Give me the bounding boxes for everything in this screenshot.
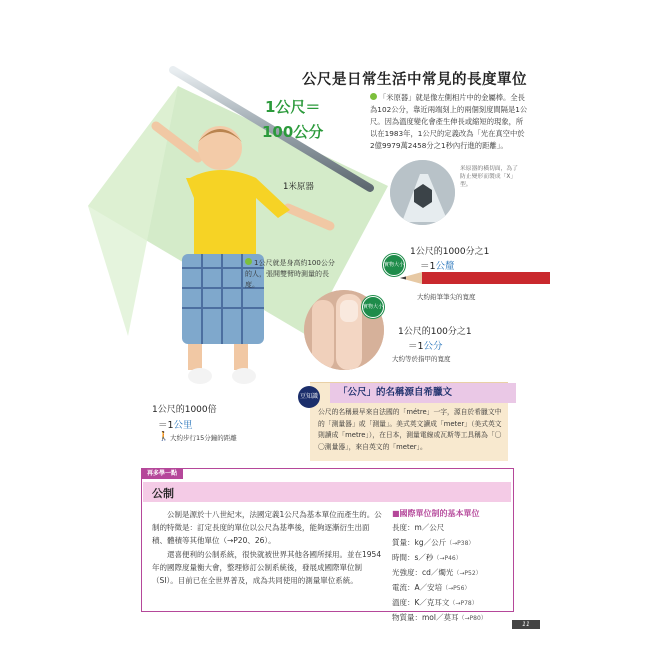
- cm-unit: 公分: [423, 341, 443, 352]
- knowledge-badge: 豆知識: [298, 386, 320, 408]
- mm-unit: 公釐: [435, 261, 455, 272]
- panel-header-bar: [143, 482, 511, 502]
- km-unit: 公里: [173, 420, 193, 431]
- km-note: 大約步行15分鐘的距離: [170, 434, 237, 442]
- panel-paragraph-1: 公制是源於十八世紀末，法國定義1公尺為基本單位而產生的。公制的特徵是：訂定長度的單位以公尺為基準後，能夠逐漸衍生出面積、體積等其他單位（→P20、26）。: [152, 510, 382, 546]
- actual-size-badge: 實物大小: [383, 254, 405, 276]
- page-title: 公尺是日常生活中常見的長度單位: [302, 72, 527, 88]
- walking-person-icon: 🚶: [158, 432, 170, 442]
- si-unit-item: 質量：kg／公斤（→P38）: [392, 538, 475, 547]
- pencil-illustration: [400, 268, 550, 288]
- actual-size-badge-2: 實物大小: [362, 296, 384, 318]
- knowledge-body: 公尺的名稱最早來自法國的「métre」一字，源自於希臘文中的「測量器」或「測量」。美式英文讀成「meter」（美式英文則讀成「metre」），在日本，測量電線或瓦斯等工具稱為「〇〇測量器」，來自英文的「meter」。: [318, 408, 502, 451]
- si-unit-item: 長度：m／公尺: [392, 523, 445, 532]
- cm-line2: ＝1公分: [408, 341, 443, 352]
- rod-length-line1: 1公尺＝: [264, 98, 321, 116]
- si-unit-item: 電流：A／安培（→P56）: [392, 583, 471, 592]
- si-unit-item: 時間：s／秒（→P46）: [392, 553, 462, 562]
- panel-paragraph-2: 還喜便利的公制系統，很快就被世界其他各國所採用。並在1954年的國際度量衡大會，整理修訂公制系統後，發展成國際單位制（SI）。目前已在全世界普及，成為共同使用的測量單位系統。: [152, 549, 382, 586]
- si-unit-item: 溫度：K／克耳文（→P78）: [392, 598, 478, 607]
- rod-name: 1米原器: [283, 182, 314, 192]
- km-line1: 1公尺的1000倍: [152, 405, 217, 415]
- cross-section-note: 米原器的橫切面，為了防止變形而製成「X」型。: [460, 166, 518, 188]
- rod-cross-section-photo: [390, 160, 455, 225]
- rod-length-line2: 100公分: [262, 123, 324, 141]
- mm-line2: ＝1公釐: [420, 261, 455, 272]
- si-units-list: [392, 521, 487, 626]
- knowledge-title: 「公尺」的名稱源自希臘文: [330, 383, 516, 403]
- km-line2: ＝1公里: [158, 420, 193, 431]
- si-unit-item: 物質量：mol／莫耳（→P80）: [392, 613, 487, 622]
- bullet-icon: [245, 258, 252, 265]
- si-units-title: ■國際單位制的基本單位: [392, 509, 480, 518]
- panel-body: [152, 508, 382, 587]
- cm-note: 大約等於指甲的寬度: [392, 355, 451, 363]
- meter-prototype-description: [370, 92, 528, 152]
- cm-line1: 1公尺的100分之1: [398, 327, 472, 337]
- si-unit-item: 光強度：cd／燭光（→P52）: [392, 568, 482, 577]
- mm-line1: 1公尺的1000分之1: [410, 247, 490, 257]
- page-number: 11: [512, 620, 540, 629]
- child-note-text: 1公尺就是身高約100公分的人，張開雙臂時測量的長度。: [245, 259, 335, 289]
- description-text: 「米原器」就是像左側相片中的金屬棒。全長為102公分，靠近兩端刻上的兩個刻度間隔是1公尺。因為溫度變化會產生伸長或縮短的現象，所以在1983年，1公尺的定義改為「光在真空中於2億9979萬2458分之1秒內行進的距離」。: [370, 93, 528, 150]
- bullet-icon: [370, 93, 377, 100]
- knowledge-box: [299, 382, 508, 461]
- learn-more-tab: 再多學一點: [141, 468, 183, 479]
- child-note: [245, 258, 340, 291]
- panel-title: 公制: [152, 487, 174, 500]
- mm-note: 大約鉛筆筆尖的寬度: [417, 293, 476, 301]
- cross-section-drawing: [390, 160, 455, 225]
